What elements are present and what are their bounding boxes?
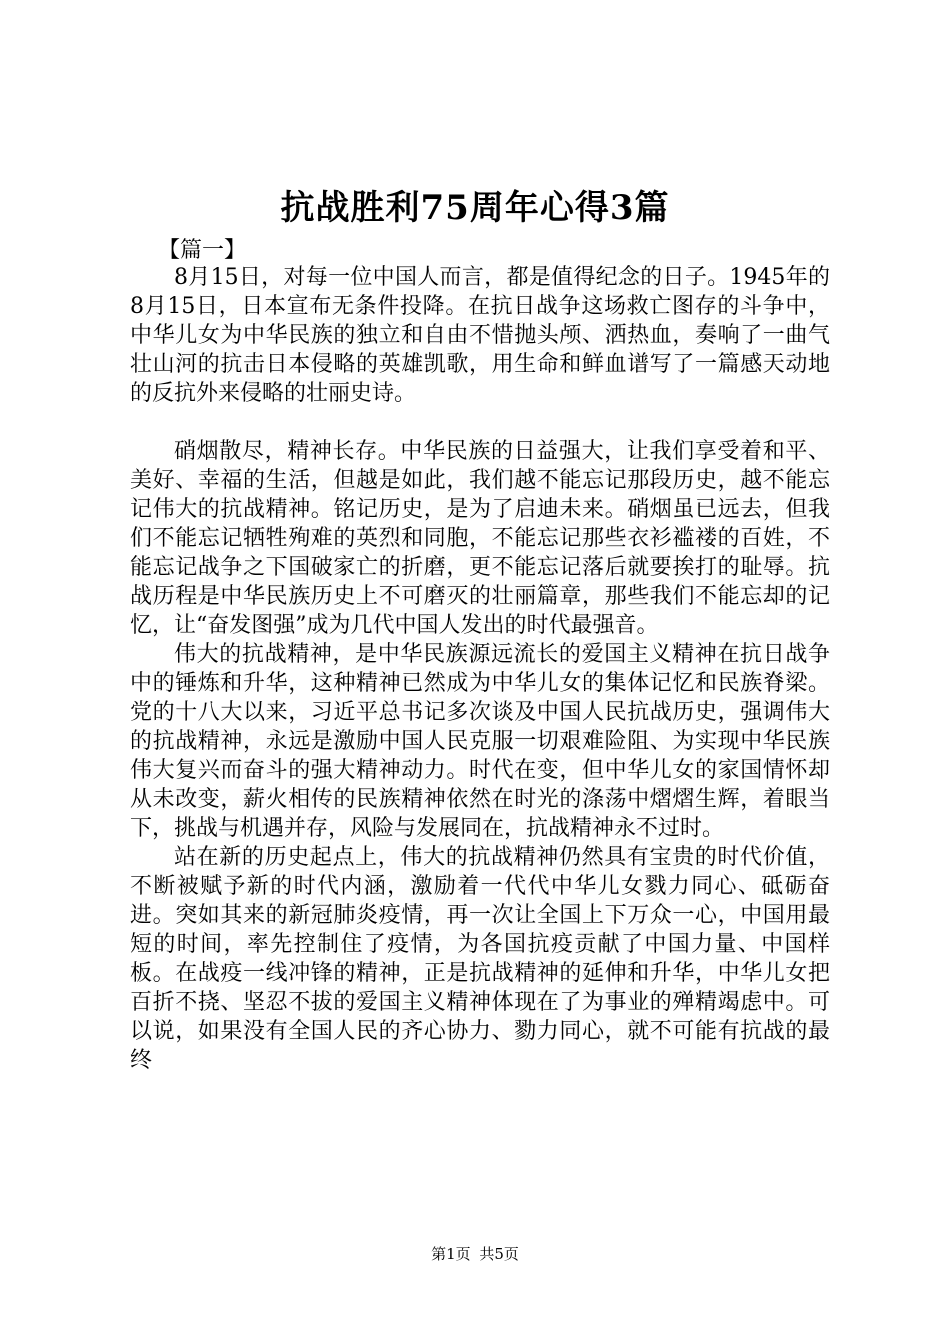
paragraph: 伟大的抗战精神，是中华民族源远流长的爱国主义精神在抗日战争中的锤炼和升华，这种精神已然成为中华儿女的集体记忆和民族脊梁。党的十八大以来，习近平总书记多次谈及中国人民抗战历史，强调伟大的抗战精神，永远是激励中国人民克服一切艰难险阻、为实现中华民族伟大复兴而奋斗的强大精神动力。时代在变，但中华儿女的家国情怀却从未改变，薪火相传的民族精神依然在时光的涤荡中熠熠生辉，着眼当下，挑战与机遇并存，风险与发展同在，抗战精神永不过时。 [130, 642, 830, 841]
paragraph: 硝烟散尽，精神长存。中华民族的日益强大，让我们享受着和平、美好、幸福的生活，但越是如此，我们越不能忘记那段历史，越不能忘记伟大的抗战精神。铭记历史，是为了启迪未来。硝烟虽已远去，但我们不能忘记牺牲殉难的英烈和同胞，不能忘记那些衣衫褴褛的百姓，不能忘记战争之下国破家亡的折磨，更不能忘记落后就要挨打的耻辱。抗战历程是中华民族历史上不可磨灭的壮丽篇章，那些我们不能忘却的记忆，让“奋发图强”成为几代中国人发出的时代最强音。 [130, 439, 830, 638]
paragraph: 站在新的历史起点上，伟大的抗战精神仍然具有宝贵的时代价值，不断被赋予新的时代内涵，激励着一代代中华儿女戮力同心、砥砺奋进。突如其来的新冠肺炎疫情，再一次让全国上下万众一心，中国用最短的时间，率先控制住了疫情，为各国抗疫贡献了中国力量、中国样板。在战疫一线冲锋的精神，正是抗战精神的延伸和升华，中华儿女把百折不挠、坚忍不拔的爱国主义精神体现在了为事业的殚精竭虑中。可以说，如果没有全国人民的齐心协力、勠力同心，就不可能有抗战的最终 [130, 845, 830, 1073]
page-title: 抗战胜利75周年心得3篇 [280, 188, 670, 228]
section-label: 【篇一】 [158, 238, 247, 263]
body-text [130, 263, 830, 1075]
page-footer [0, 1244, 950, 1264]
page-total: 共5页 [479, 1245, 519, 1263]
page-number: 第1页 [431, 1245, 471, 1263]
paragraph: 8月15日，对每一位中国人而言，都是值得纪念的日子。1945年的8月15日，日本宣布无条件投降。在抗日战争这场救亡图存的斗争中，中华儿女为中华民族的独立和自由不惜抛头颅、洒热血，奏响了一曲气壮山河的抗击日本侵略的英雄凯歌，用生命和鲜血谱写了一篇感天动地的反抗外来侵略的壮丽史诗。 [130, 265, 830, 406]
